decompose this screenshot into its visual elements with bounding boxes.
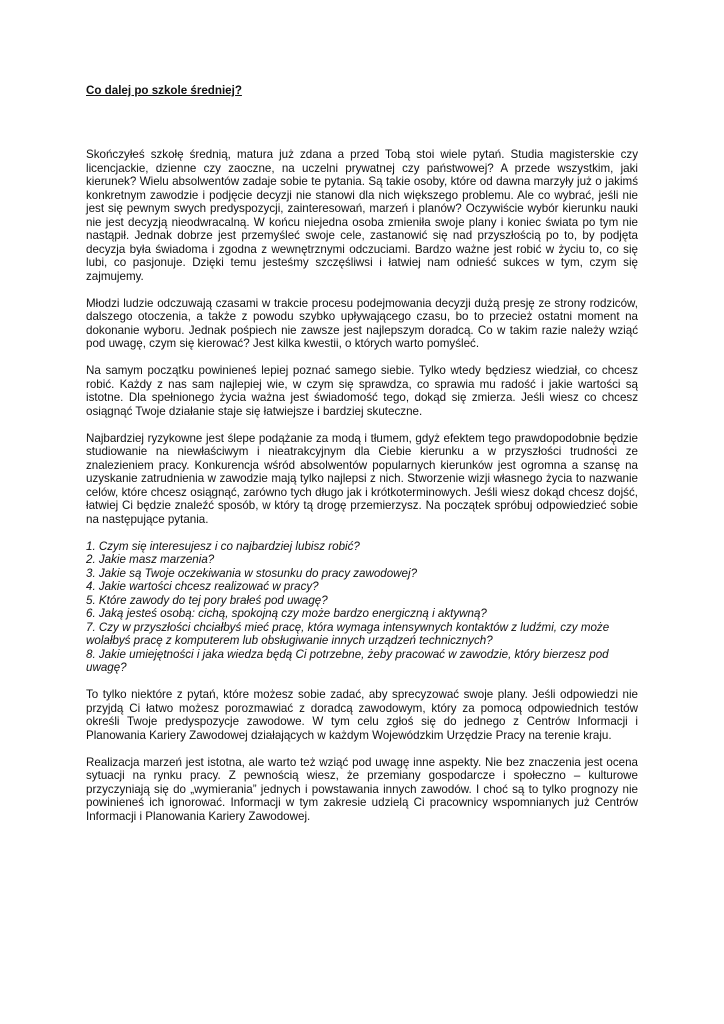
question-item: 2. Jakie masz marzenia?	[86, 553, 215, 566]
question-item: 6. Jaką jesteś osobą: cichą, spokojną czy może bardzo energiczną i aktywną?	[86, 607, 487, 620]
paragraph-self-knowledge: Na samym początku powinieneś lepiej poznać samego siebie. Tylko wtedy będziesz wiedział, co chcesz robić. Każdy z nas sam najlepiej wie, w czym się sprawdza, co sprawia mu radość i jakie wartości są istotne. Dla spełnionego życia ważna jest świadomość tego, dokąd się zmierza. Jeśli wiesz co chcesz osiągnąć Twoje działanie staje się łatwiejsze i bardziej skuteczne.	[86, 364, 638, 418]
question-item: 5. Które zawody do tej pory brałeś pod uwagę?	[86, 593, 328, 607]
question-item: 8. Jakie umiejętności i jaka wiedza będą Ci potrzebne, żeby pracować w zawodzie, który bierzesz pod uwagę?	[86, 647, 609, 674]
paragraph-career-advisor: To tylko niektóre z pytań, które możesz sobie zadać, aby sprecyzować swoje plany. Jeśli odpowiedzi nie przyjdą Ci łatwo możesz porozmawiać z doradcą zawodowym, który za pomocą odpowiednich testów określi Twoje predyspozycje zawodowe. W tym celu zgłoś się do jednego z Centrów Informacji i Planowania Kariery Zawodowej działających w każdym Wojewódzkim Urzędzie Pracy na terenie kraju.	[86, 688, 638, 742]
question-item: 4. Jakie wartości chcesz realizować w pracy?	[86, 580, 319, 593]
document-body	[86, 148, 638, 837]
question-item: 3. Jakie są Twoje oczekiwania w stosunku do pracy zawodowej?	[86, 566, 418, 580]
paragraph-intro: Skończyłeś szkołę średnią, matura już zdana a przed Tobą stoi wiele pytań. Studia magisterskie czy licencjackie, dzienne czy zaoczne, na uczelni prywatnej czy państwowej? A przede wszystkim, jaki kierunek? Wielu absolwentów zadaje sobie te pytania. Są takie osoby, które od dawna marzyły już o jakimś konkretnym zawodzie i podjęcie decyzji nie stanowi dla nich większego problemu. Ale co wybrać, jeśli nie jest się pewnym swych predyspozycji, zainteresowań, marzeń i planów? Oczywiście wybór kierunku nauki nie jest decyzją nieodwracalną. W końcu niejedna osoba zmieniła swoje plany i koniec świata po tym nie nastąpił. Jednak dobrze jest przemyśleć swoje cele, zastanowić się nad przyszłością po to, by podjęta decyzja była świadoma i zgodna z wewnętrznymi odczuciami. Bardzo ważne jest robić w życiu to, co się lubi, co pasjonuje. Dzięki temu jesteśmy szczęśliwsi i łatwiej nam odnieść sukces w tym, czym się zajmujemy.	[86, 148, 638, 283]
question-item: 1. Czym się interesujesz i co najbardziej lubisz robić?	[86, 539, 360, 553]
document-title: Co dalej po szkole średniej?	[86, 84, 242, 97]
paragraph-risk: Najbardziej ryzykowne jest ślepe podążanie za modą i tłumem, gdyż efektem tego prawdopodobnie będzie studiowanie na niewłaściwym i nieatrakcyjnym dla Ciebie kierunku a w przyszłości trudności ze znalezieniem pracy. Konkurencja wśród absolwentów popularnych kierunków jest ogromna a szansę na uzyskanie zatrudnienia w zawodzie mają tylko najlepsi z nich. Stworzenie wizji własnego życia to nazwanie celów, które chcesz osiągnąć, zarówno tych długo jak i krótkoterminowych. Jeśli wiesz dokąd chcesz dojść, łatwiej Ci będzie znaleźć sposób, w który tą drogę przemierzysz. Na początek spróbuj odpowiedzieć sobie na następujące pytania.	[86, 431, 638, 526]
paragraph-pressure: Młodzi ludzie odczuwają czasami w trakcie procesu podejmowania decyzji dużą presję ze strony rodziców, dalszego otoczenia, a także z powodu szybko upływającego czasu, bo to przecież ostatni moment na dokonanie wyboru. Jednak pośpiech nie zawsze jest najlepszym doradcą. Co w takim razie należy wziąć pod uwagę, czym się kierować? Jest kilka kwestii, o których warto pomyśleć.	[86, 296, 638, 350]
question-item: 7. Czy w przyszłości chciałbyś mieć pracę, która wymaga intensywnych kontaktów z ludźmi, czy może wolałbyś pracę z komputerem lub obsługiwanie innych urządzeń technicznych?	[86, 620, 610, 647]
question-list	[86, 540, 638, 675]
paragraph-labour-market: Realizacja marzeń jest istotna, ale warto też wziąć pod uwagę inne aspekty. Nie bez znaczenia jest ocena sytuacji na rynku pracy. Z pewnością wiesz, że przemiany gospodarcze i społeczno – kulturowe przyczyniają się do „wymierania” jednych i powstawania innych zawodów. I choć są to tylko prognozy nie powinieneś ich ignorować. Informacji w tym zakresie udzielą Ci pracownicy wspomnianych już Centrów Informacji i Planowania Kariery Zawodowej.	[86, 755, 638, 823]
